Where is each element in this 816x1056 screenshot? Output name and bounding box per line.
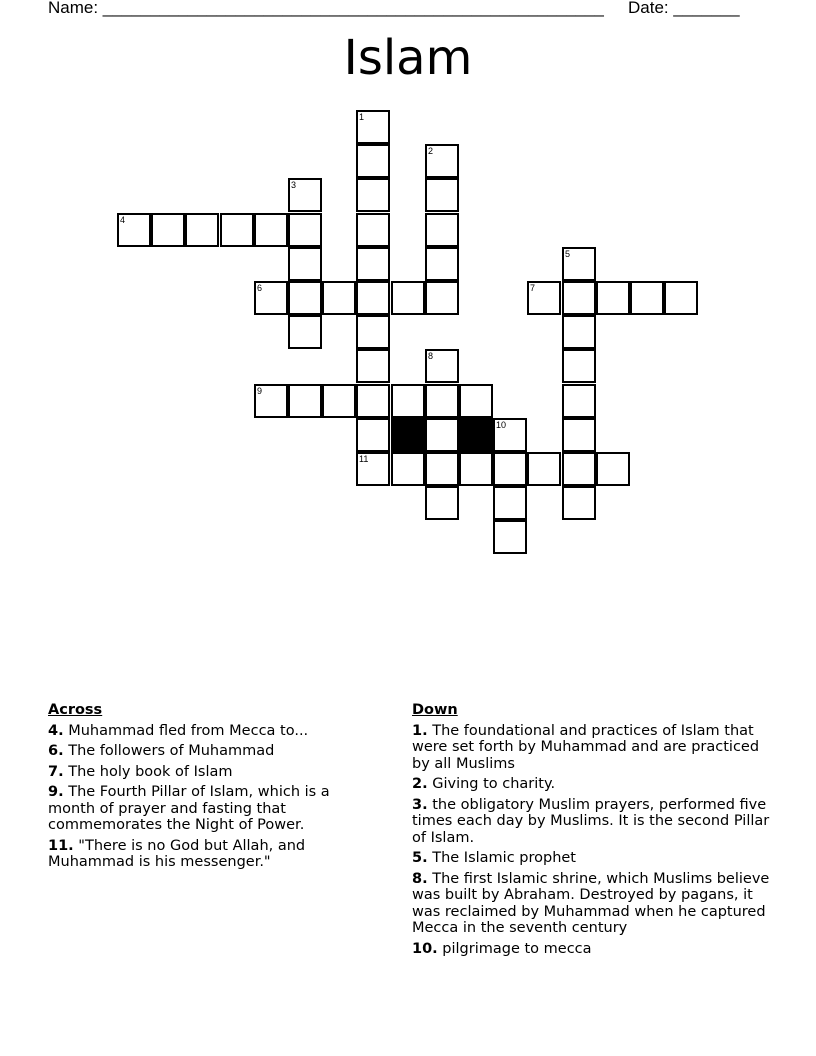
grid-cell[interactable] <box>254 384 288 418</box>
grid-cell[interactable] <box>356 213 390 247</box>
grid-cell[interactable] <box>493 418 527 452</box>
grid-cell[interactable] <box>562 349 596 383</box>
grid-cell[interactable] <box>493 486 527 520</box>
clue-text: Giving to charity. <box>427 776 556 792</box>
clue-text: The first Islamic shrine, which Muslims believe was built by Abraham. Destroyed by pagans, it was reclaimed by Muhammad when he captured Mecca in the seventh century <box>412 870 770 936</box>
grid-cell[interactable] <box>425 349 459 383</box>
grid-cell[interactable] <box>425 486 459 520</box>
across-clue <box>48 784 368 834</box>
clue-number: 9 <box>257 386 263 396</box>
down-clue <box>412 723 774 773</box>
grid-cell[interactable] <box>562 247 596 281</box>
clue-text: the obligatory Muslim prayers, performed five times each day by Muslims. It is the second Pillar of Islam. <box>412 796 770 846</box>
grid-cell[interactable] <box>356 110 390 144</box>
grid-cell[interactable] <box>254 281 288 315</box>
across-clues <box>48 702 368 875</box>
clue-number: 11. <box>48 837 74 854</box>
grid-cell[interactable] <box>596 281 630 315</box>
across-heading: Across <box>48 702 103 718</box>
down-clue <box>412 776 774 793</box>
grid-cell[interactable] <box>664 281 698 315</box>
grid-cell[interactable] <box>425 281 459 315</box>
clue-number: 8. <box>412 870 428 887</box>
clue-number: 1 <box>359 112 365 122</box>
across-clue <box>48 743 368 760</box>
grid-cell[interactable] <box>322 281 356 315</box>
clue-text: Muhammad fled from Mecca to... <box>63 722 309 739</box>
clue-number: 2. <box>412 776 428 792</box>
grid-cell[interactable] <box>288 213 322 247</box>
down-heading: Down <box>412 702 458 718</box>
grid-cell[interactable] <box>356 144 390 178</box>
clue-number: 1. <box>412 722 428 739</box>
grid-cell[interactable] <box>356 384 390 418</box>
clue-number: 3. <box>412 796 428 813</box>
clue-number: 6. <box>48 743 64 759</box>
grid-cell[interactable] <box>117 213 151 247</box>
clue-number: 7 <box>530 283 536 293</box>
grid-cell[interactable] <box>425 452 459 486</box>
down-clue-list <box>412 723 774 958</box>
clue-number: 5. <box>412 850 428 866</box>
grid-cell[interactable] <box>562 384 596 418</box>
grid-cell[interactable] <box>596 452 630 486</box>
clue-number: 4. <box>48 722 64 739</box>
grid-cell[interactable] <box>356 452 390 486</box>
grid-cell[interactable] <box>356 349 390 383</box>
black-square <box>459 418 493 452</box>
clue-number: 2 <box>428 146 434 156</box>
clue-number: 7. <box>48 763 64 780</box>
grid-cell[interactable] <box>425 247 459 281</box>
grid-cell[interactable] <box>220 213 254 247</box>
clue-number: 11 <box>359 454 369 464</box>
clue-number: 3 <box>291 180 297 190</box>
grid-cell[interactable] <box>391 384 425 418</box>
grid-cell[interactable] <box>425 178 459 212</box>
clue-text: "There is no God but Allah, and Muhammad is his messenger." <box>48 837 306 870</box>
grid-cell[interactable] <box>288 384 322 418</box>
clue-number: 6 <box>257 283 263 293</box>
clue-text: The holy book of Islam <box>63 763 233 780</box>
grid-cell[interactable] <box>356 315 390 349</box>
grid-cell[interactable] <box>322 384 356 418</box>
down-clue <box>412 941 774 958</box>
clue-number: 9. <box>48 784 64 800</box>
grid-cell[interactable] <box>493 520 527 554</box>
clue-number: 5 <box>565 249 571 259</box>
grid-cell[interactable] <box>356 418 390 452</box>
grid-cell[interactable] <box>356 281 390 315</box>
name-field[interactable]: Name: _____________________________________________________ <box>48 0 604 17</box>
grid-cell[interactable] <box>425 384 459 418</box>
down-clue <box>412 871 774 937</box>
across-clue-list <box>48 723 368 871</box>
grid-cell[interactable] <box>254 213 288 247</box>
grid-cell[interactable] <box>527 281 561 315</box>
grid-cell[interactable] <box>493 452 527 486</box>
grid-cell[interactable] <box>527 452 561 486</box>
clue-number: 10. <box>412 940 438 957</box>
grid-cell[interactable] <box>288 281 322 315</box>
grid-cell[interactable] <box>356 247 390 281</box>
date-field[interactable]: Date: _______ <box>628 0 740 17</box>
page-title: Islam <box>343 30 473 86</box>
grid-cell[interactable] <box>391 281 425 315</box>
grid-cell[interactable] <box>562 281 596 315</box>
grid-cell[interactable] <box>151 213 185 247</box>
grid-cell[interactable] <box>630 281 664 315</box>
grid-cell[interactable] <box>288 315 322 349</box>
grid-cell[interactable] <box>562 486 596 520</box>
grid-cell[interactable] <box>391 452 425 486</box>
down-clues <box>412 702 774 961</box>
grid-cell[interactable] <box>288 247 322 281</box>
clue-text: The Fourth Pillar of Islam, which is a month of prayer and fasting that commemorates the Night of Power. <box>48 784 330 833</box>
grid-cell[interactable] <box>562 452 596 486</box>
grid-cell[interactable] <box>562 315 596 349</box>
clue-text: pilgrimage to mecca <box>437 940 592 957</box>
down-clue <box>412 797 774 847</box>
clue-number: 10 <box>496 420 507 430</box>
grid-cell[interactable] <box>425 144 459 178</box>
across-clue <box>48 838 368 871</box>
grid-cell[interactable] <box>562 418 596 452</box>
grid-cell[interactable] <box>459 384 493 418</box>
clue-number: 4 <box>120 215 126 225</box>
across-clue <box>48 723 368 740</box>
grid-cell[interactable] <box>356 178 390 212</box>
down-clue <box>412 850 774 867</box>
clue-text: The followers of Muhammad <box>63 743 275 759</box>
clue-text: The Islamic prophet <box>427 850 576 866</box>
clue-number: 8 <box>428 351 434 361</box>
grid-cell[interactable] <box>288 178 322 212</box>
grid-cell[interactable] <box>425 213 459 247</box>
grid-cell[interactable] <box>185 213 219 247</box>
black-square <box>391 418 425 452</box>
grid-cell[interactable] <box>425 418 459 452</box>
grid-cell[interactable] <box>459 452 493 486</box>
across-clue <box>48 764 368 781</box>
clue-text: The foundational and practices of Islam that were set forth by Muhammad and are practiced by all Muslims <box>412 722 760 772</box>
